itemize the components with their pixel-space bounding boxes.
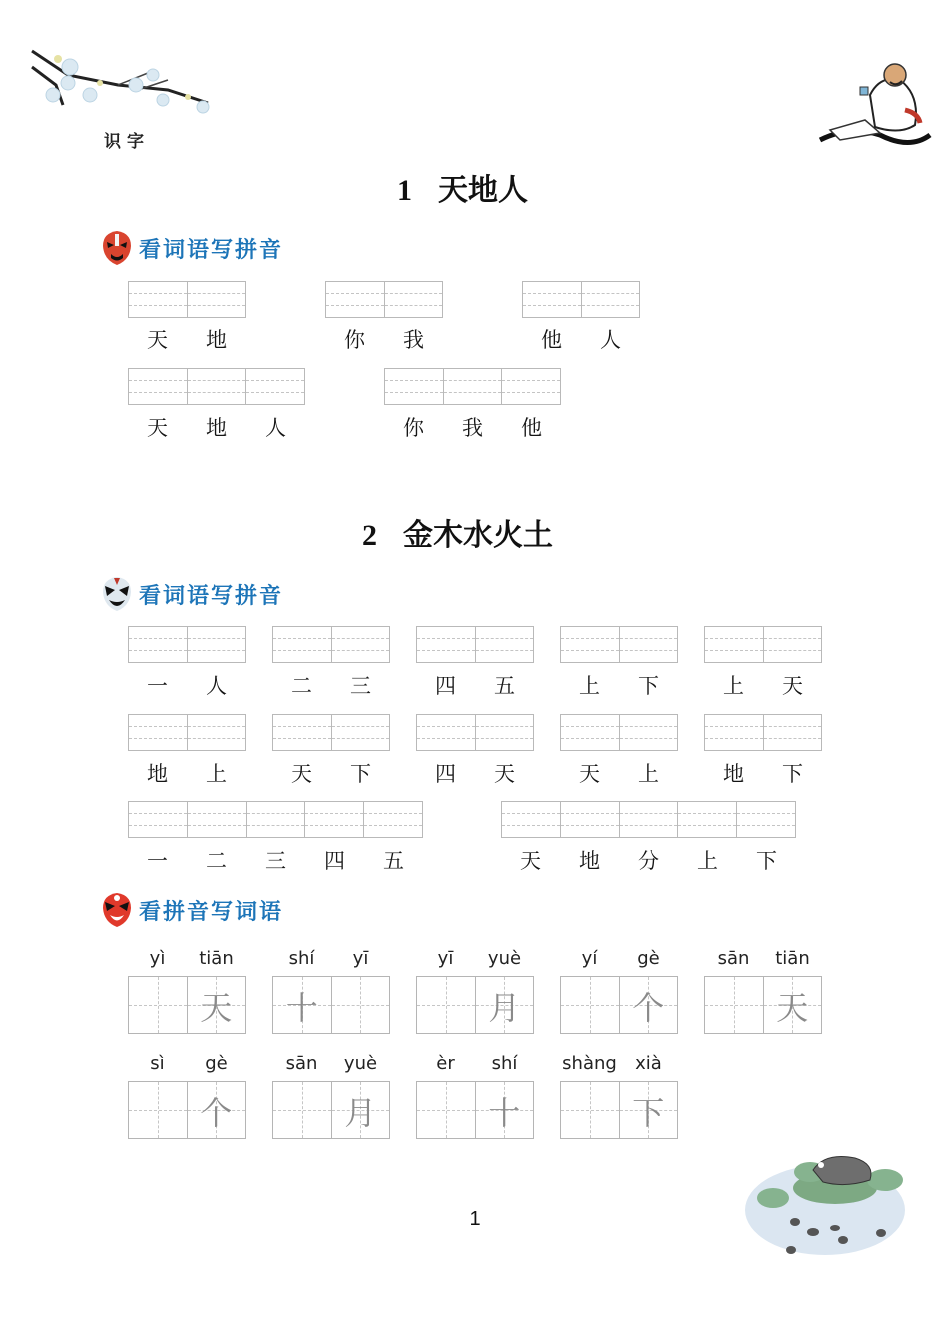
lesson-number: 1 — [397, 174, 412, 207]
word-characters: 一 人 — [147, 674, 227, 698]
section-heading-pinyin-to-word — [101, 892, 283, 928]
word-characters: 你 我 他 — [403, 416, 542, 440]
lesson-title-text: 金木水火土 — [403, 519, 553, 552]
opera-mask-red-icon — [101, 230, 133, 266]
word-characters: 一 二 三 四 五 — [147, 849, 404, 873]
unit-label: 识字 — [104, 132, 150, 152]
lesson-number: 2 — [362, 519, 377, 552]
character-writing-box[interactable]: 个 — [560, 976, 678, 1034]
pinyin-prompt: shí yī — [288, 948, 369, 969]
pinyin-answer-box[interactable] — [325, 281, 443, 318]
page-number: 1 — [469, 1208, 481, 1230]
pinyin-answer-box[interactable] — [522, 281, 640, 318]
pinyin-prompt: sì gè — [150, 1053, 228, 1074]
section-heading-text: 看词语写拼音 — [139, 237, 284, 263]
opera-mask-red-icon — [101, 892, 133, 928]
pinyin-answer-box[interactable] — [384, 368, 561, 405]
pinyin-answer-box[interactable] — [272, 626, 390, 663]
character-writing-box[interactable]: 十 — [416, 1081, 534, 1139]
section-heading-word-to-pinyin — [101, 230, 283, 266]
character-writing-box[interactable]: 下 — [560, 1081, 678, 1139]
word-characters: 天 地 人 — [147, 416, 286, 440]
word-characters: 四 天 — [435, 762, 515, 786]
pinyin-prompt: sān tiān — [717, 948, 810, 969]
word-characters: 天 上 — [579, 762, 659, 786]
pinyin-answer-box[interactable] — [501, 801, 796, 838]
word-characters: 你 我 — [344, 328, 424, 352]
pinyin-answer-box[interactable] — [128, 714, 246, 751]
lesson-title-text: 天地人 — [438, 174, 528, 207]
word-characters: 上 下 — [579, 674, 659, 698]
word-characters: 天 下 — [291, 762, 371, 786]
section-heading-word-to-pinyin — [101, 576, 283, 612]
character-writing-box[interactable]: 天 — [128, 976, 246, 1034]
lesson-1-title — [397, 165, 528, 209]
pinyin-prompt: yì tiān — [149, 948, 234, 969]
word-characters: 他 人 — [541, 328, 621, 352]
pinyin-answer-box[interactable] — [128, 281, 246, 318]
pinyin-prompt: sān yuè — [285, 1053, 378, 1074]
pinyin-prompt: yí gè — [581, 948, 660, 969]
pinyin-answer-box[interactable] — [416, 714, 534, 751]
character-writing-box[interactable]: 十 — [272, 976, 390, 1034]
word-characters: 天 地 — [147, 328, 227, 352]
character-writing-box[interactable]: 月 — [272, 1081, 390, 1139]
pinyin-answer-box[interactable] — [704, 626, 822, 663]
character-writing-box[interactable]: 月 — [416, 976, 534, 1034]
scholar-illustration — [810, 55, 935, 160]
pinyin-answer-box[interactable] — [272, 714, 390, 751]
frog-illustration — [735, 1140, 905, 1260]
lesson-2-title — [362, 510, 553, 554]
pinyin-answer-box[interactable] — [704, 714, 822, 751]
pinyin-answer-box[interactable] — [128, 801, 423, 838]
pinyin-answer-box[interactable] — [560, 714, 678, 751]
pinyin-answer-box[interactable] — [416, 626, 534, 663]
pinyin-answer-box[interactable] — [128, 368, 305, 405]
character-writing-box[interactable]: 个 — [128, 1081, 246, 1139]
word-characters: 二 三 — [291, 674, 371, 698]
pinyin-answer-box[interactable] — [128, 626, 246, 663]
word-characters: 地 下 — [723, 762, 803, 786]
pinyin-prompt: shàng xià — [562, 1053, 662, 1074]
section-heading-text: 看词语写拼音 — [139, 583, 284, 609]
word-characters: 四 五 — [435, 674, 515, 698]
pinyin-prompt: yī yuè — [437, 948, 522, 969]
word-characters: 天 地 分 上 下 — [520, 849, 777, 873]
opera-mask-white-icon — [101, 576, 133, 612]
character-writing-box[interactable]: 天 — [704, 976, 822, 1034]
section-heading-text: 看拼音写词语 — [139, 899, 284, 925]
word-characters: 地 上 — [147, 762, 227, 786]
pinyin-answer-box[interactable] — [560, 626, 678, 663]
pinyin-prompt: èr shí — [436, 1053, 518, 1074]
plum-blossom-branch-illustration — [28, 45, 213, 115]
word-characters: 上 天 — [723, 674, 803, 698]
